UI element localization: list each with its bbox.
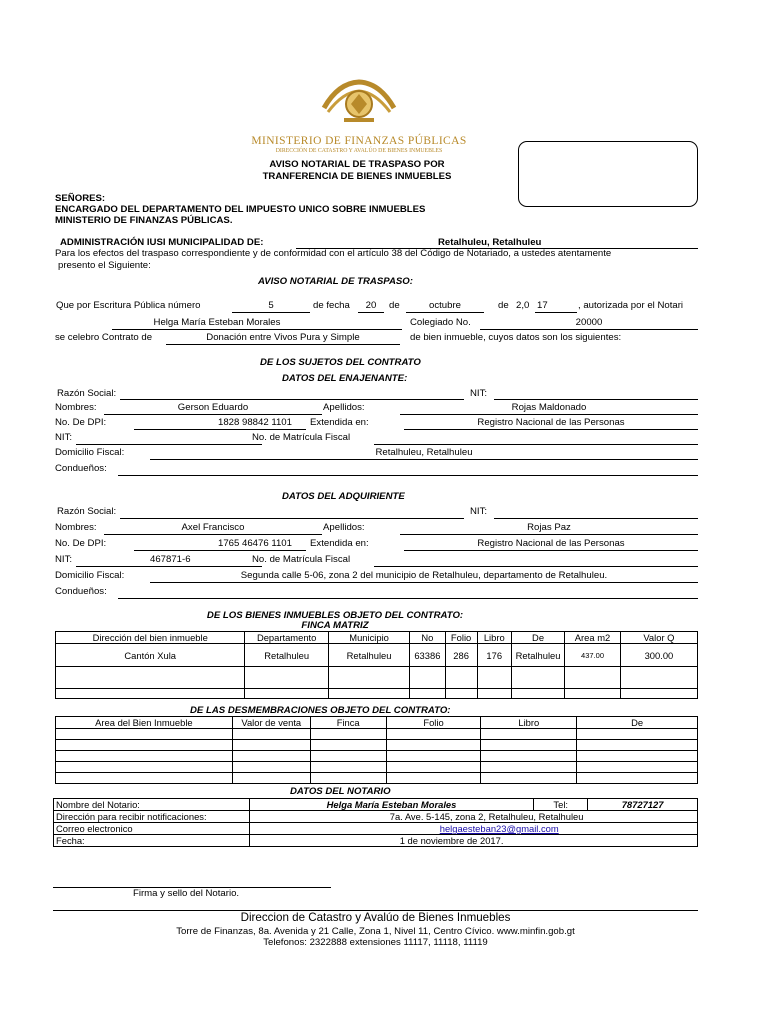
contrato-underline [166, 344, 400, 345]
enaj-domicilio-underline [150, 459, 698, 460]
aviso-text-f: se celebro Contrato de [55, 332, 153, 343]
enaj-nombres-label: Nombres: [55, 402, 97, 413]
mes-underline [406, 312, 484, 313]
aviso-text-e: , autorizada por el Notari [578, 300, 684, 311]
enaj-apellidos[interactable]: Rojas Maldonado [511, 402, 587, 413]
col-header: Folio [445, 632, 477, 644]
notario-correo-link[interactable]: helgaesteban23@gmail.com [439, 823, 559, 834]
col-header: Area m2 [565, 632, 621, 644]
enaj-dpi[interactable]: 1828 98842 1101 [218, 417, 292, 428]
col-header: Libro [481, 717, 577, 729]
escritura-underline [232, 312, 310, 313]
adq-apellidos[interactable]: Rojas Paz [527, 522, 571, 533]
adq-extendida[interactable]: Registro Nacional de las Personas [477, 538, 625, 549]
adq-nit-underline [494, 518, 698, 519]
enaj-nit2-label: NIT: [55, 432, 73, 443]
table-row [56, 667, 698, 689]
firma-label: Firma y sello del Notario. [133, 888, 240, 899]
enaj-extendida-underline [404, 429, 698, 430]
tipo-contrato[interactable]: Donación entre Vivos Pura y Simple [206, 332, 360, 343]
enaj-dpi-underline [134, 429, 306, 430]
enaj-apellidos-label: Apellidos: [323, 402, 365, 413]
adq-matricula-label: No. de Matrícula Fiscal [252, 554, 351, 565]
enaj-extendida-label: Extendida en: [310, 417, 369, 428]
bienes-header-row [56, 632, 698, 644]
adq-razon-underline [120, 518, 464, 519]
col-header: De [577, 717, 698, 729]
aviso-text-g: de bien inmueble, cuyos datos son los siguientes: [410, 332, 622, 343]
notario-tel-value[interactable]: 78727127 [588, 799, 698, 811]
col-header: Dirección del bien inmueble [56, 632, 245, 644]
enaj-extendida[interactable]: Registro Nacional de las Personas [477, 417, 625, 428]
admin-label: ADMINISTRACIÓN IUSI MUNICIPALIDAD DE: [60, 237, 264, 248]
adq-conduenos-label: Condueños: [55, 586, 107, 597]
coat-of-arms-logo [318, 78, 400, 128]
adq-nombres-label: Nombres: [55, 522, 97, 533]
anio-underline [535, 312, 577, 313]
enaj-matricula-label: No. de Matrícula Fiscal [252, 432, 351, 443]
cell-de[interactable]: Retalhuleu [511, 644, 564, 667]
adq-dpi-underline [134, 550, 306, 551]
col-header: Departamento [245, 632, 328, 644]
aviso-text-d: de [498, 300, 509, 311]
cell-departamento[interactable]: Retalhuleu [245, 644, 328, 667]
adq-conduenos-underline [118, 598, 698, 599]
table-row [54, 811, 698, 823]
bienes-table [55, 631, 698, 699]
aviso-text-a: Que por Escritura Pública número [56, 300, 201, 311]
ministry-subtitle: DIRECCIÓN DE CATASTRO Y AVALÚO DE BIENES INMUEBLES [275, 148, 443, 154]
recipient-line1: SEÑORES: [55, 193, 106, 204]
stamp-box [518, 141, 698, 207]
notario-tel-label: Tel: [534, 799, 588, 811]
notario-nombre[interactable]: Helga María Esteban Morales [153, 317, 281, 328]
desmembraciones-table [55, 716, 698, 784]
footer-address: Torre de Finanzas, 8a. Avenida y 21 Calle, Zona 1, Nivel 11, Centro Cívico. www.minfin.gob.gt [176, 926, 575, 937]
table-row[interactable] [56, 751, 698, 762]
notario-correo-label: Correo electronico [54, 823, 250, 835]
col-header: Libro [477, 632, 511, 644]
dia-underline [358, 312, 384, 313]
fecha-anio-a: 2,0 [516, 300, 530, 311]
enajenante-heading: DATOS DEL ENAJENANTE: [282, 373, 408, 384]
adq-nombres-underline [104, 534, 322, 535]
notario-nombre-value[interactable]: Helga María Esteban Morales [249, 799, 534, 811]
table-row [56, 689, 698, 699]
table-row[interactable] [56, 773, 698, 784]
intro-line1: Para los efectos del traspaso correspondiente y de conformidad con el artículo 38 del Código de Notariado, a ustedes atentamente [55, 248, 612, 259]
enaj-conduenos-underline [118, 475, 698, 476]
fecha-mes[interactable]: octubre [429, 300, 461, 311]
table-row [54, 835, 698, 847]
enaj-matricula-underline [374, 444, 698, 445]
cell-no[interactable]: 63386 [410, 644, 445, 667]
recipient-line3: MINISTERIO DE FINANZAS PÚBLICAS. [55, 215, 233, 226]
colegiado-label: Colegiado No. [410, 317, 471, 328]
notario-fecha-label: Fecha: [54, 835, 250, 847]
aviso-heading: AVISO NOTARIAL DE TRASPASO: [258, 276, 413, 287]
enaj-dpi-label: No. De DPI: [55, 417, 107, 428]
colegiado-underline [480, 329, 698, 330]
notario-fecha-value[interactable]: 1 de noviembre de 2017. [249, 835, 697, 847]
adq-domicilio-label: Domicilio Fiscal: [55, 570, 125, 581]
adq-extendida-underline [404, 550, 698, 551]
enaj-nit-label: NIT: [470, 388, 488, 399]
notario-table [53, 798, 698, 847]
cell-direccion[interactable]: Cantón Xula [56, 644, 245, 667]
enaj-razon-label: Razón Social: [57, 388, 117, 399]
aviso-text-b: de fecha [313, 300, 350, 311]
adq-nit-label: NIT: [470, 506, 488, 517]
enaj-razon-underline [120, 399, 464, 400]
escritura-numero[interactable]: 5 [268, 300, 274, 311]
admin-municipio[interactable]: Retalhuleu, Retalhuleu [438, 237, 542, 248]
adq-extendida-label: Extendida en: [310, 538, 369, 549]
col-header: Finca [310, 717, 386, 729]
bienes-heading: DE LOS BIENES INMUEBLES OBJETO DEL CONTRATO: [206, 610, 464, 621]
colegiado-numero[interactable]: 20000 [575, 317, 603, 328]
col-header: Valor Q [620, 632, 697, 644]
notario-nombre-label: Nombre del Notario: [54, 799, 250, 811]
sujetos-heading: DE LOS SUJETOS DEL CONTRATO [260, 357, 421, 368]
adq-nit2[interactable]: 467871-6 [150, 554, 191, 565]
form-title-line2: TRANFERENCIA DE BIENES INMUEBLES [262, 171, 452, 182]
enaj-domicilio[interactable]: Retalhuleu, Retalhuleu [375, 447, 473, 458]
table-row[interactable] [56, 729, 698, 740]
table-row [56, 644, 698, 667]
col-header: Municipio [328, 632, 409, 644]
enaj-conduenos-label: Condueños: [55, 463, 107, 474]
enaj-nit-underline [494, 399, 698, 400]
enaj-nit2-underline [76, 444, 262, 445]
footer-title: Direccion de Catastro y Avalúo de Bienes Inmuebles [240, 911, 511, 924]
form-title-line1: AVISO NOTARIAL DE TRASPASO POR [269, 159, 445, 170]
table-row[interactable] [56, 740, 698, 751]
cell-libro[interactable]: 176 [477, 644, 511, 667]
adq-nit2-underline [76, 566, 262, 567]
col-header: Area del Bien Inmueble [56, 717, 233, 729]
adq-nombres[interactable]: Axel Francisco [181, 522, 245, 533]
cell-area[interactable]: 437.00 [565, 644, 621, 667]
cell-folio[interactable]: 286 [445, 644, 477, 667]
enaj-nombres-underline [104, 414, 322, 415]
enaj-nombres[interactable]: Gerson Eduardo [177, 402, 249, 413]
adq-dpi-label: No. De DPI: [55, 538, 107, 549]
table-row [54, 799, 698, 811]
finca-matriz-heading: FINCA MATRIZ [301, 620, 369, 631]
cell-valor[interactable]: 300.00 [620, 644, 697, 667]
adq-nit2-label: NIT: [55, 554, 73, 565]
aviso-text-c: de [389, 300, 400, 311]
enaj-apellidos-underline [400, 414, 698, 415]
col-header: Folio [386, 717, 481, 729]
notario-underline [112, 329, 402, 330]
adq-domicilio[interactable]: Segunda calle 5-06, zona 2 del municipio de Retalhuleu, departamento de Retalhuleu. [240, 570, 608, 581]
recipient-line2: ENCARGADO DEL DEPARTAMENTO DEL IMPUESTO UNICO SOBRE INMUEBLES [55, 204, 426, 215]
adq-razon-label: Razón Social: [57, 506, 117, 517]
adquiriente-heading: DATOS DEL ADQUIRIENTE [282, 491, 405, 502]
notario-direccion-value[interactable]: 7a. Ave. 5-145, zona 2, Retalhuleu, Retalhuleu [249, 811, 697, 823]
table-row[interactable] [56, 762, 698, 773]
desmembraciones-heading: DE LAS DESMEMBRACIONES OBJETO DEL CONTRATO: [190, 705, 451, 716]
col-header: De [511, 632, 564, 644]
ministry-name: MINISTERIO DE FINANZAS PÚBLICAS [251, 135, 467, 147]
enaj-domicilio-label: Domicilio Fiscal: [55, 447, 125, 458]
fecha-dia[interactable]: 20 [365, 300, 377, 311]
table-row [54, 823, 698, 835]
notario-direccion-label: Dirección para recibir notificaciones: [54, 811, 250, 823]
footer-phones: Telefonos: 2322888 extensiones 11117, 11118, 11119 [263, 937, 488, 948]
desm-header-row [56, 717, 698, 729]
adq-matricula-underline [374, 566, 698, 567]
adq-domicilio-underline [150, 582, 698, 583]
notario-correo-cell [249, 823, 697, 835]
adq-apellidos-underline [400, 534, 698, 535]
col-header: No [410, 632, 445, 644]
adq-dpi[interactable]: 1765 46476 1101 [218, 538, 292, 549]
notario-heading: DATOS DEL NOTARIO [290, 786, 391, 797]
col-header: Valor de venta [232, 717, 310, 729]
intro-line2: presento el Siguiente: [58, 260, 151, 271]
cell-municipio[interactable]: Retalhuleu [328, 644, 409, 667]
fecha-anio-b[interactable]: 17 [537, 300, 548, 311]
adq-apellidos-label: Apellidos: [323, 522, 365, 533]
